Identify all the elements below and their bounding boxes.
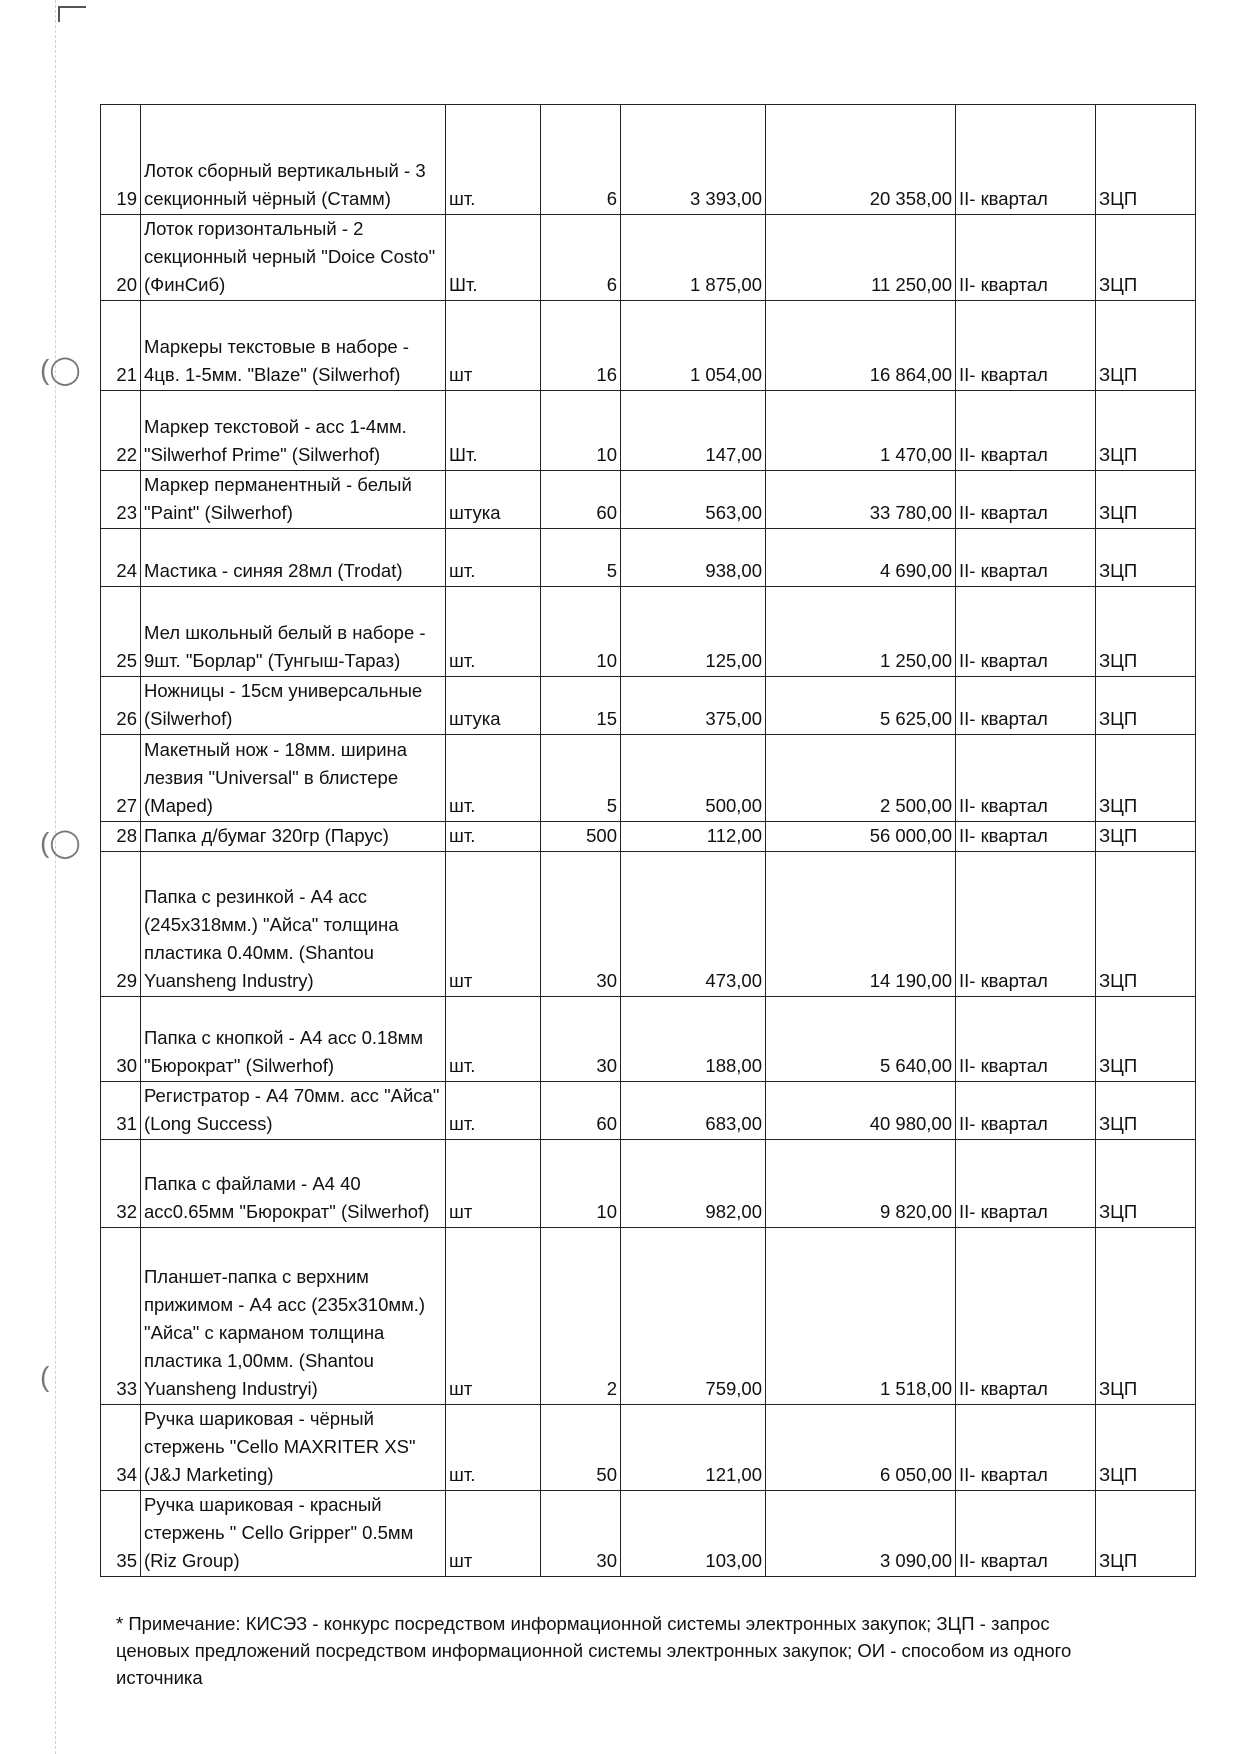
quantity: 30 [541,1491,621,1577]
unit-price: 473,00 [621,852,766,997]
item-name: Ручка шариковая - красный стержень " Cello Gripper" 0.5мм (Riz Group) [141,1491,446,1577]
procurement-method: ЗЦП [1096,1140,1196,1228]
total-amount: 56 000,00 [766,822,956,852]
total-amount: 14 190,00 [766,852,956,997]
unit-price: 121,00 [621,1405,766,1491]
quantity: 50 [541,1405,621,1491]
quantity: 10 [541,587,621,677]
procurement-period: II- квартал [956,852,1096,997]
unit-of-measure: шт [446,301,541,391]
quantity: 10 [541,391,621,471]
quantity: 15 [541,677,621,735]
quantity: 16 [541,301,621,391]
procurement-period: II- квартал [956,822,1096,852]
quantity: 6 [541,105,621,215]
item-name: Лоток сборный вертикальный - 3 секционный чёрный (Стамм) [141,105,446,215]
total-amount: 1 250,00 [766,587,956,677]
item-name: Планшет-папка с верхним прижимом - А4 асс (235х310мм.) "Айса" с карманом толщина пластика 1,00мм. (Shantou Yuansheng Industryi) [141,1228,446,1405]
unit-price: 188,00 [621,997,766,1082]
item-name: Маркер перманентный - белый "Paint" (Silwerhof) [141,471,446,529]
total-amount: 3 090,00 [766,1491,956,1577]
item-name: Макетный нож - 18мм. ширина лезвия "Universal" в блистере (Maped) [141,735,446,822]
unit-of-measure: шт. [446,587,541,677]
row-number: 32 [101,1140,141,1228]
unit-price: 683,00 [621,1082,766,1140]
row-number: 19 [101,105,141,215]
item-name: Лоток горизонтальный - 2 секционный черный "Doice Costo" (ФинСиб) [141,215,446,301]
procurement-method: ЗЦП [1096,529,1196,587]
row-number: 33 [101,1228,141,1405]
unit-price: 375,00 [621,677,766,735]
total-amount: 6 050,00 [766,1405,956,1491]
scan-corner-mark [58,6,86,22]
row-number: 29 [101,852,141,997]
total-amount: 11 250,00 [766,215,956,301]
table-row [101,529,1196,587]
procurement-method: ЗЦП [1096,1228,1196,1405]
quantity: 5 [541,735,621,822]
total-amount: 9 820,00 [766,1140,956,1228]
item-name: Маркер текстовой - асс 1-4мм. "Silwerhof Prime" (Silwerhof) [141,391,446,471]
procurement-period: II- квартал [956,1140,1096,1228]
item-name: Ручка шариковая - чёрный стержень "Cello MAXRITER XS" (J&J Marketing) [141,1405,446,1491]
quantity: 60 [541,1082,621,1140]
unit-price: 1 875,00 [621,215,766,301]
procurement-period: II- квартал [956,1228,1096,1405]
quantity: 500 [541,822,621,852]
table-row [101,1491,1196,1577]
item-name: Мастика - синяя 28мл (Trodat) [141,529,446,587]
row-number: 21 [101,301,141,391]
unit-price: 112,00 [621,822,766,852]
item-name: Маркеры текстовые в наборе - 4цв. 1-5мм. "Blaze" (Silwerhof) [141,301,446,391]
procurement-period: II- квартал [956,391,1096,471]
unit-of-measure: шт [446,1228,541,1405]
item-name: Ножницы - 15см универсальные (Silwerhof) [141,677,446,735]
unit-of-measure: штука [446,471,541,529]
unit-price: 938,00 [621,529,766,587]
unit-price: 982,00 [621,1140,766,1228]
procurement-method: ЗЦП [1096,997,1196,1082]
procurement-period: II- квартал [956,587,1096,677]
procurement-period: II- квартал [956,471,1096,529]
punch-hole-mark: (◯ [40,354,81,385]
procurement-period: II- квартал [956,215,1096,301]
unit-of-measure: Шт. [446,215,541,301]
procurement-method: ЗЦП [1096,735,1196,822]
procurement-table [100,104,1196,1577]
table-row [101,215,1196,301]
procurement-method: ЗЦП [1096,587,1196,677]
unit-price: 103,00 [621,1491,766,1577]
unit-price: 147,00 [621,391,766,471]
table-row [101,997,1196,1082]
row-number: 28 [101,822,141,852]
total-amount: 1 470,00 [766,391,956,471]
procurement-method: ЗЦП [1096,1491,1196,1577]
procurement-method: ЗЦП [1096,215,1196,301]
procurement-method: ЗЦП [1096,677,1196,735]
table-row [101,1082,1196,1140]
punch-hole-mark: ( [40,1361,50,1392]
unit-of-measure: шт [446,1140,541,1228]
scan-edge-mark [55,0,60,1754]
procurement-period: II- квартал [956,105,1096,215]
row-number: 24 [101,529,141,587]
total-amount: 20 358,00 [766,105,956,215]
procurement-period: II- квартал [956,1082,1096,1140]
procurement-method: ЗЦП [1096,1082,1196,1140]
total-amount: 4 690,00 [766,529,956,587]
procurement-period: II- квартал [956,1491,1096,1577]
unit-price: 3 393,00 [621,105,766,215]
total-amount: 16 864,00 [766,301,956,391]
unit-of-measure: шт. [446,997,541,1082]
unit-price: 759,00 [621,1228,766,1405]
table-row [101,822,1196,852]
table-row [101,735,1196,822]
row-number: 26 [101,677,141,735]
row-number: 25 [101,587,141,677]
procurement-method: ЗЦП [1096,822,1196,852]
unit-of-measure: шт. [446,1405,541,1491]
procurement-period: II- квартал [956,301,1096,391]
total-amount: 5 625,00 [766,677,956,735]
total-amount: 5 640,00 [766,997,956,1082]
unit-of-measure: шт. [446,822,541,852]
unit-price: 1 054,00 [621,301,766,391]
procurement-method: ЗЦП [1096,471,1196,529]
item-name: Папка с кнопкой - А4 асс 0.18мм "Бюрократ" (Silwerhof) [141,997,446,1082]
procurement-period: II- квартал [956,735,1096,822]
procurement-method: ЗЦП [1096,301,1196,391]
total-amount: 40 980,00 [766,1082,956,1140]
unit-of-measure: шт [446,1491,541,1577]
table-row [101,1140,1196,1228]
footnote: * Примечание: КИСЭЗ - конкурс посредством информационной системы электронных закупок; ЗЦП - запрос ценовых предложений посредством информационной системы электронных закупок; ОИ - способом из одного источника [116,1613,1072,1688]
unit-of-measure: шт. [446,105,541,215]
unit-of-measure: шт. [446,735,541,822]
procurement-period: II- квартал [956,677,1096,735]
quantity: 30 [541,852,621,997]
table-row [101,852,1196,997]
unit-price: 500,00 [621,735,766,822]
table-row [101,1228,1196,1405]
row-number: 31 [101,1082,141,1140]
table-row [101,471,1196,529]
quantity: 60 [541,471,621,529]
item-name: Папка с резинкой - А4 асс (245х318мм.) "Айса" толщина пластика 0.40мм. (Shantou Yuansheng Industry) [141,852,446,997]
table-row [101,391,1196,471]
item-name: Папка д/бумаг 320гр (Парус) [141,822,446,852]
procurement-period: II- квартал [956,997,1096,1082]
row-number: 22 [101,391,141,471]
quantity: 10 [541,1140,621,1228]
quantity: 5 [541,529,621,587]
unit-price: 563,00 [621,471,766,529]
unit-price: 125,00 [621,587,766,677]
total-amount: 2 500,00 [766,735,956,822]
procurement-method: ЗЦП [1096,105,1196,215]
table-row [101,1405,1196,1491]
punch-hole-mark: (◯ [40,827,81,858]
procurement-period: II- квартал [956,1405,1096,1491]
table-row [101,301,1196,391]
quantity: 6 [541,215,621,301]
procurement-method: ЗЦП [1096,1405,1196,1491]
row-number: 34 [101,1405,141,1491]
table-row [101,105,1196,215]
row-number: 30 [101,997,141,1082]
unit-of-measure: шт. [446,529,541,587]
row-number: 35 [101,1491,141,1577]
row-number: 20 [101,215,141,301]
row-number: 23 [101,471,141,529]
table-row [101,587,1196,677]
unit-of-measure: шт [446,852,541,997]
procurement-period: II- квартал [956,529,1096,587]
total-amount: 1 518,00 [766,1228,956,1405]
item-name: Папка с файлами - А4 40 асс0.65мм "Бюрократ" (Silwerhof) [141,1140,446,1228]
unit-of-measure: шт. [446,1082,541,1140]
item-name: Регистратор - А4 70мм. асс "Айса" (Long Success) [141,1082,446,1140]
row-number: 27 [101,735,141,822]
quantity: 30 [541,997,621,1082]
item-name: Мел школьный белый в наборе - 9шт. "Борлар" (Тунгыш-Тараз) [141,587,446,677]
procurement-method: ЗЦП [1096,852,1196,997]
unit-of-measure: штука [446,677,541,735]
procurement-method: ЗЦП [1096,391,1196,471]
unit-of-measure: Шт. [446,391,541,471]
quantity: 2 [541,1228,621,1405]
table-row [101,677,1196,735]
total-amount: 33 780,00 [766,471,956,529]
